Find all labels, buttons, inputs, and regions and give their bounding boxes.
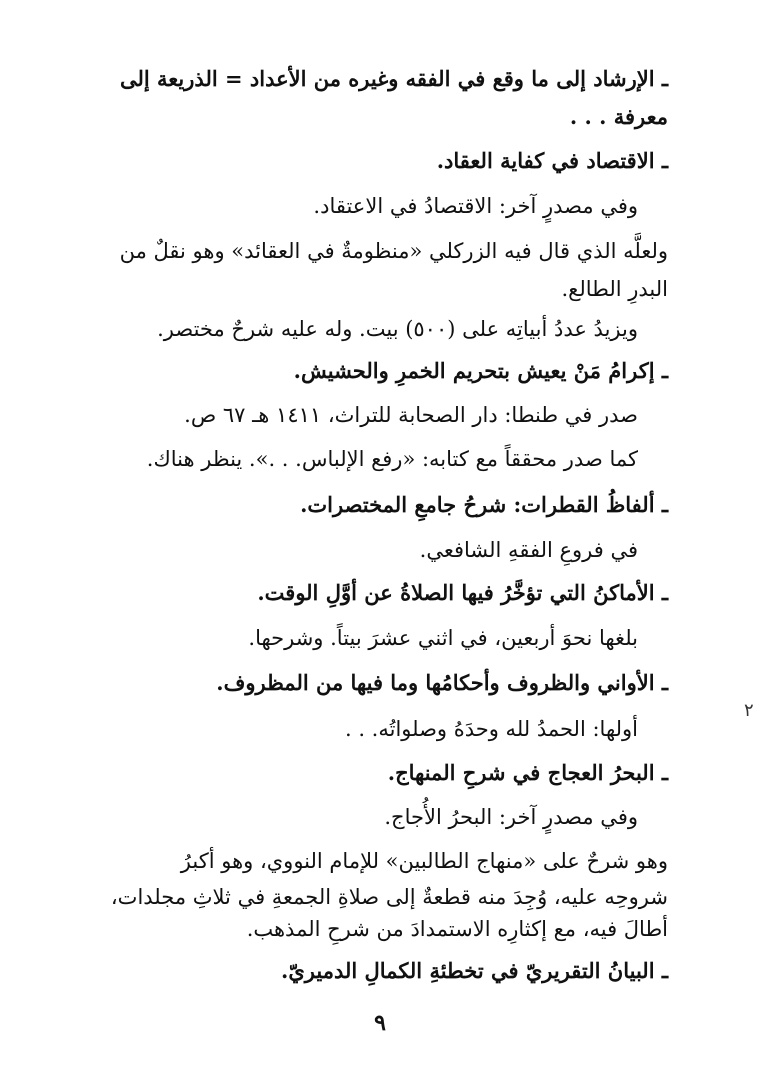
entry-title-irshad: ـ الإرشاد إلى ما وقع في الفقه وغيره من الأعداد = الذريعة إلى [120, 66, 668, 91]
entry-title-bayan: ـ البيانُ التقريريّ في تخطئةِ الكمالِ الدميريّ. [281, 958, 668, 983]
entry-title-awani: ـ الأواني والظروف وأحكامُها وما فيها من المظروف. [216, 670, 668, 695]
entry-note: كما صدر محققاً مع كتابه: «رفع الإلباس. . .». ينظر هناك. [146, 447, 638, 471]
entry-note: بلغها نحوَ أربعين، في اثني عشرَ بيتاً. وشرحها. [248, 626, 638, 650]
entry-note: وفي مصدرٍ آخر: البحرُ الأُجاج. [384, 805, 638, 829]
entry-title-iqtisad: ـ الاقتصاد في كفاية العقاد. [436, 148, 668, 173]
entry-note-continued: أطالَ فيه، مع إكثارِه الاستمدادَ من شرحِ المذهب. [246, 917, 668, 941]
entry-note-continued: شروحِه عليه، وُجِدَ منه قطعةٌ إلى صلاةِ الجمعةِ في ثلاثِ مجلدات، [110, 885, 668, 909]
entry-title-alfaz: ـ ألفاظُ القطرات: شرحُ جامعِ المختصرات. [300, 492, 668, 517]
entry-note-continued: البدرِ الطالع. [561, 277, 668, 301]
page-number: ٩ [374, 1010, 386, 1036]
entry-note: صدر في طنطا: دار الصحابة للتراث، ١٤١١ هـ ٦٧ ص. [184, 403, 638, 427]
entry-note: أولها: الحمدُ لله وحدَهُ وصلواتُه. . . [344, 717, 638, 741]
entry-title-irshad-continued: معرفة . . . [569, 104, 668, 129]
entry-title-amakin: ـ الأماكنُ التي تؤخَّرُ فيها الصلاةُ عن أوَّلِ الوقت. [257, 580, 668, 605]
entry-title-bahr: ـ البحرُ العجاج في شرحِ المنهاج. [387, 760, 668, 785]
entry-note: وفي مصدرٍ آخر: الاقتصادُ في الاعتقاد. [313, 194, 638, 218]
entry-note: ولعلَّه الذي قال فيه الزركلي «منظومةٌ في العقائد» وهو نقلٌ من [119, 239, 668, 263]
entry-note: في فروعِ الفقهِ الشافعي. [419, 538, 638, 562]
entry-note: وهو شرحٌ على «منهاج الطالبين» للإمام النووي، وهو أكبرُ [180, 849, 668, 873]
entry-title-ikram: ـ إكرامُ مَنْ يعيش بتحريم الخمرِ والحشيش. [293, 358, 668, 383]
entry-note: ويزيدُ عددُ أبياتِه على (٥٠٠) بيت. وله عليه شرحٌ مختصر. [157, 317, 638, 341]
margin-mark: ٢ [744, 700, 754, 721]
